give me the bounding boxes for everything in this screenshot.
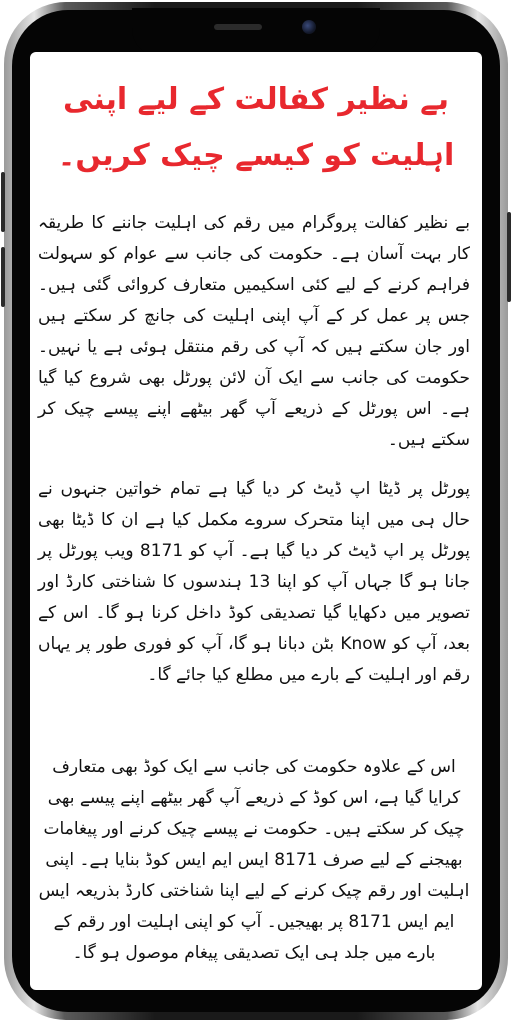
volume-down-button: [1, 247, 5, 307]
phone-notch: [132, 8, 380, 58]
article-title: بے نظیر کفالت کے لیے اپنی اہلیت کو کیسے چیک کریں۔: [57, 82, 455, 173]
power-button: [507, 212, 511, 302]
speaker-grille: [214, 24, 262, 30]
article-paragraph-3: اس کے علاوہ حکومت کی جانب سے ایک کوڈ بھی متعارف کرایا گیا ہے، اس کوڈ کے ذریعے آپ گھر بیٹھے اپنے پیسے بھی چیک کر سکتے ہیں۔ حکومت نے پیسے چیک کرنے اور پیغامات بھیجنے کے لیے صرف 8171 ایس ایم ایس کوڈ بنایا ہے۔ اپنی اہلیت اور رقم چیک کرنے کے لیے اپنا شناختی کارڈ بذریعہ ایس ایم ایس 8171 پر بھیجیں۔ آپ کو اپنی اہلیت اور رقم کے بارے میں جلد ہی ایک تصدیقی پیغام موصول ہو گا۔: [38, 757, 470, 963]
front-camera-icon: [302, 20, 316, 34]
phone-screen: [30, 52, 482, 990]
article-paragraph-1: بے نظیر کفالت پروگرام میں رقم کی اہلیت جاننے کا طریقہ کار بہت آسان ہے۔ حکومت کی جانب سے عوام کو سہولت فراہم کرنے کے لیے کئی اسکیمیں متعارف کروائی گئی ہیں۔ جس پر عمل کر کے آپ اپنی اہلیت کی جانچ کر سکتے ہیں اور جان سکتے ہیں کہ آپ کی رقم منتقل ہوئی ہے یا نہیں۔ حکومت کی جانب سے ایک آن لائن پورٹل بھی شروع کیا گیا ہے۔ اس پورٹل کے ذریعے آپ گھر بیٹھے اپنے پیسے چیک کر سکتے ہیں۔: [38, 213, 470, 450]
volume-up-button: [1, 172, 5, 232]
article-paragraph-2: پورٹل پر ڈیٹا اپ ڈیٹ کر دیا گیا ہے تمام خواتین جنہوں نے حال ہی میں اپنا متحرک سروے مکمل کیا ہے ان کا ڈیٹا بھی پورٹل پر اپ ڈیٹ کر دیا گیا ہے۔ آپ کو 8171 ویب پورٹل پر جانا ہو گا جہاں آپ کو اپنا 13 ہندسوں کا شناختی کارڈ اور تصویر میں دکھایا گیا تصدیقی کوڈ داخل کرنا ہو گا۔ اس کے بعد، آپ کو Know بٹن دبانا ہو گا، آپ کو فوری طور پر یہاں رقم اور اہلیت کے بارے میں مطلع کیا جائے گا۔: [38, 479, 470, 685]
